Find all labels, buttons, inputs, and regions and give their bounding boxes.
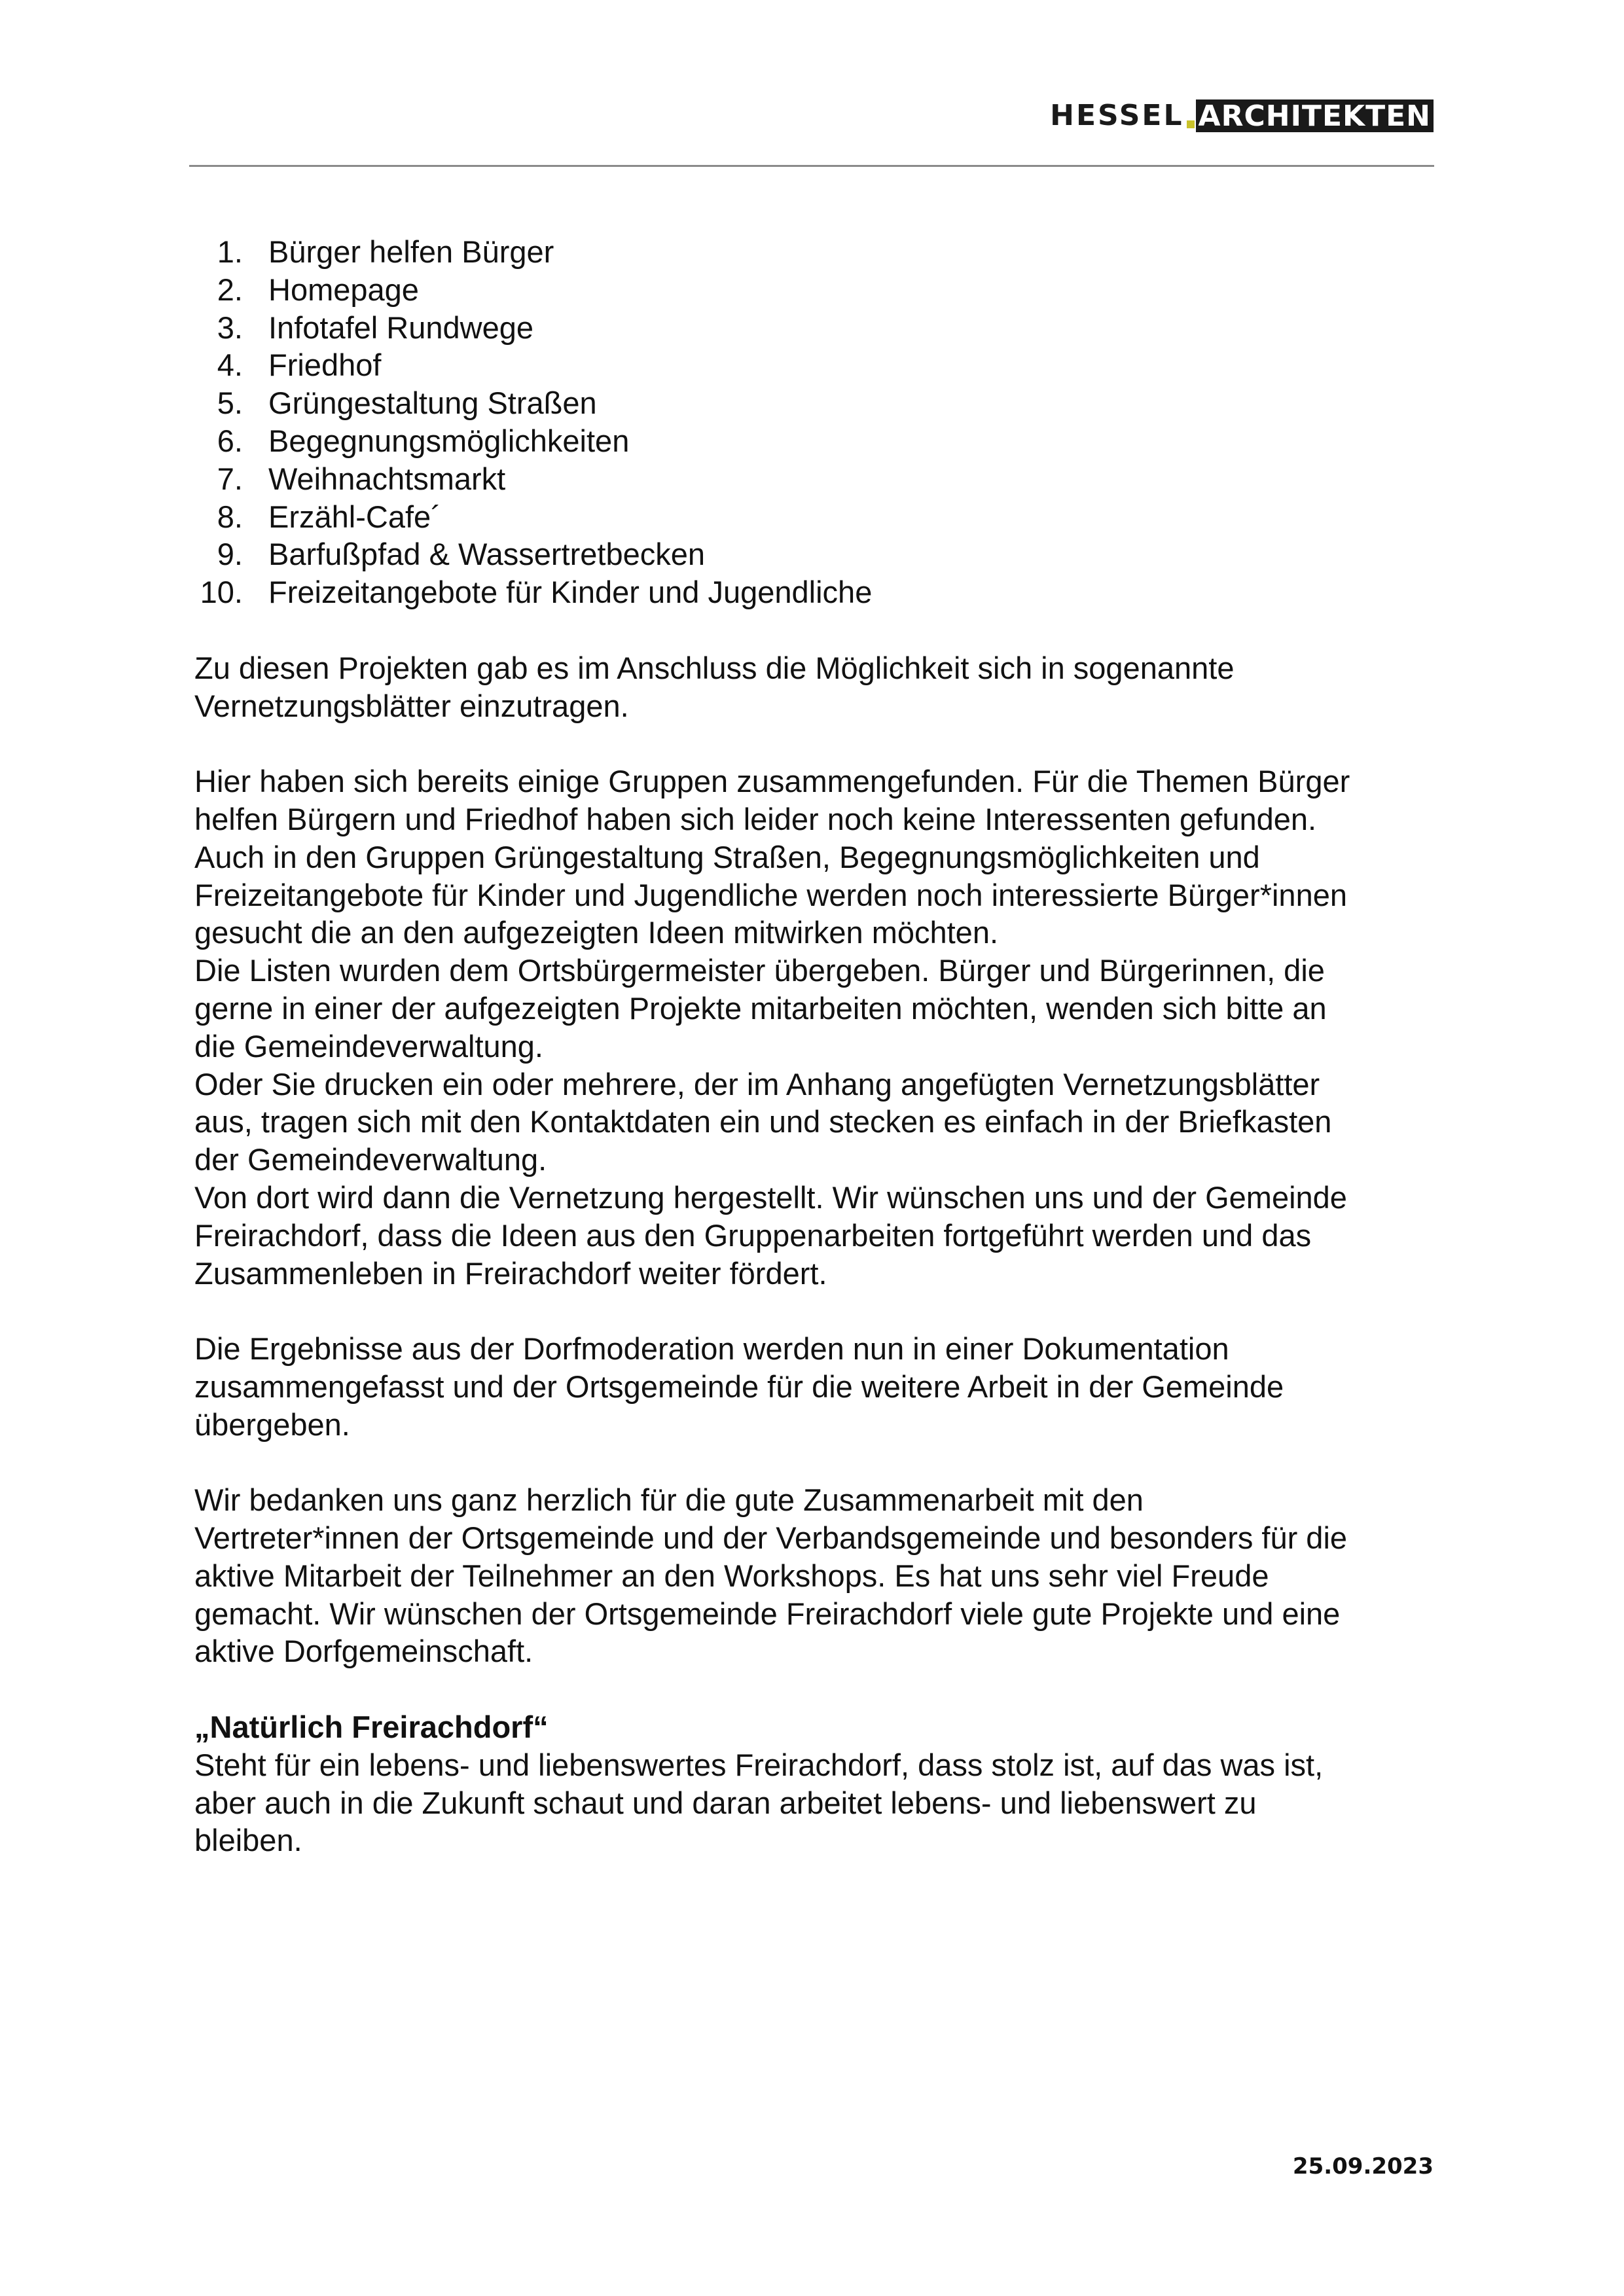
header-divider [189,165,1434,167]
paragraph-line: Vertreter*innen der Ortsgemeinde und der Verbandsgemeinde und besonders für die [194,1520,1348,1556]
list-number: 5. [217,386,243,421]
list-item-text: Barfußpfad & Wassertretbecken [268,537,705,572]
list-item-text: Erzähl-Cafe´ [268,499,441,534]
list-item-text: Friedhof [268,348,382,383]
paragraph [194,649,1434,725]
paragraph-line: der Gemeindeverwaltung. [194,1142,547,1177]
paragraph-line: aber auch in die Zukunft schaut und daran arbeitet lebens- und liebenswert zu [194,1785,1257,1820]
paragraph-line: Vernetzungsblätter einzutragen. [194,688,629,723]
list-item-text: Freizeitangebote für Kinder und Jugendliche [268,575,873,610]
paragraph [194,1481,1434,1670]
paragraph-line: Freizeitangebote für Kinder und Jugendliche werden noch interessierte Bürger*innen [194,877,1347,912]
paragraph-line: Zu diesen Projekten gab es im Anschluss die Möglichkeit sich in sogenannte [194,650,1235,685]
paragraph-line: gemacht. Wir wünschen der Ortsgemeinde Freirachdorf viele gute Projekte und eine [194,1596,1341,1631]
project-list [194,233,1434,611]
paragraph-line: Von dort wird dann die Vernetzung hergestellt. Wir wünschen uns und der Gemeinde [194,1179,1347,1215]
paragraph-line: gesucht die an den aufgezeigten Ideen mitwirken möchten. [194,915,999,950]
list-number: 7. [217,461,243,496]
paragraph-line: bleiben. [194,1823,302,1858]
list-item-text: Grüngestaltung Straßen [268,386,597,421]
paragraph-line: Die Listen wurden dem Ortsbürgermeister übergeben. Bürger und Bürgerinnen, die [194,953,1325,988]
closing-paragraph [194,1746,1434,1859]
list-item [194,573,1434,611]
paragraph-line: helfen Bürgern und Friedhof haben sich leider noch keine Interessenten gefunden. [194,801,1317,836]
list-number: 9. [217,537,243,572]
list-item [194,233,1434,271]
list-item [194,460,1434,498]
paragraph-line: Auch in den Gruppen Grüngestaltung Straßen, Begegnungsmöglichkeiten und [194,839,1260,874]
document-body [194,233,1434,1859]
paragraph [194,1330,1434,1443]
closing-heading: „Natürlich Freirachdorf“ [194,1710,549,1745]
list-number: 6. [217,423,243,458]
list-item-text: Homepage [268,272,419,307]
logo-text-architekten: ARCHITEKTEN [1196,99,1434,132]
list-number: 3. [217,310,243,345]
list-number: 1. [217,234,243,269]
list-item-text: Begegnungsmöglichkeiten [268,423,630,458]
list-number: 4. [217,348,243,383]
list-item [194,271,1434,309]
paragraph [194,762,1434,1292]
list-item [194,384,1434,422]
list-number: 8. [217,499,243,534]
list-item [194,309,1434,347]
paragraph-line: Steht für ein lebens- und liebenswertes Freirachdorf, dass stolz ist, auf das was ist, [194,1747,1324,1782]
paragraph-line: aus, tragen sich mit den Kontaktdaten ein und stecken es einfach in der Briefkasten [194,1104,1332,1139]
paragraph-line: Oder Sie drucken ein oder mehrere, der im Anhang angefügten Vernetzungsblätter [194,1066,1320,1102]
list-item [194,535,1434,573]
list-number: 10. [200,575,243,610]
paragraph-line: Die Ergebnisse aus der Dorfmoderation werden nun in einer Dokumentation [194,1331,1229,1367]
logo-text-hessel: HESSEL [1050,99,1184,132]
paragraph-line: aktive Dorfgemeinschaft. [194,1634,533,1669]
paragraph-line: zusammengefasst und der Ortsgemeinde für die weitere Arbeit in der Gemeinde [194,1369,1284,1404]
paragraph-line: Wir bedanken uns ganz herzlich für die gute Zusammenarbeit mit den [194,1482,1144,1518]
paragraph-line: gerne in einer der aufgezeigten Projekte mitarbeiten möchten, wenden sich bitte an [194,990,1327,1026]
list-item-text: Weihnachtsmarkt [268,461,506,496]
company-logo [1050,99,1434,132]
paragraphs [194,649,1434,1671]
list-item [194,346,1434,384]
paragraph-line: aktive Mitarbeit der Teilnehmer an den Workshops. Es hat uns sehr viel Freude [194,1558,1269,1593]
paragraph-line: Hier haben sich bereits einige Gruppen zusammengefunden. Für die Themen Bürger [194,764,1350,799]
footer-date: 25.09.2023 [1292,2153,1434,2179]
list-item-text: Infotafel Rundwege [268,310,534,345]
list-number: 2. [217,272,243,307]
list-item [194,422,1434,460]
paragraph-line: die Gemeindeverwaltung. [194,1028,543,1064]
list-item [194,498,1434,536]
logo-accent-dot [1187,120,1195,128]
paragraph-line: Freirachdorf, dass die Ideen aus den Gruppenarbeiten fortgeführt werden und das [194,1217,1312,1253]
paragraph-line: Zusammenleben in Freirachdorf weiter fördert. [194,1255,827,1291]
paragraph-line: übergeben. [194,1407,350,1442]
list-item-text: Bürger helfen Bürger [268,234,554,269]
